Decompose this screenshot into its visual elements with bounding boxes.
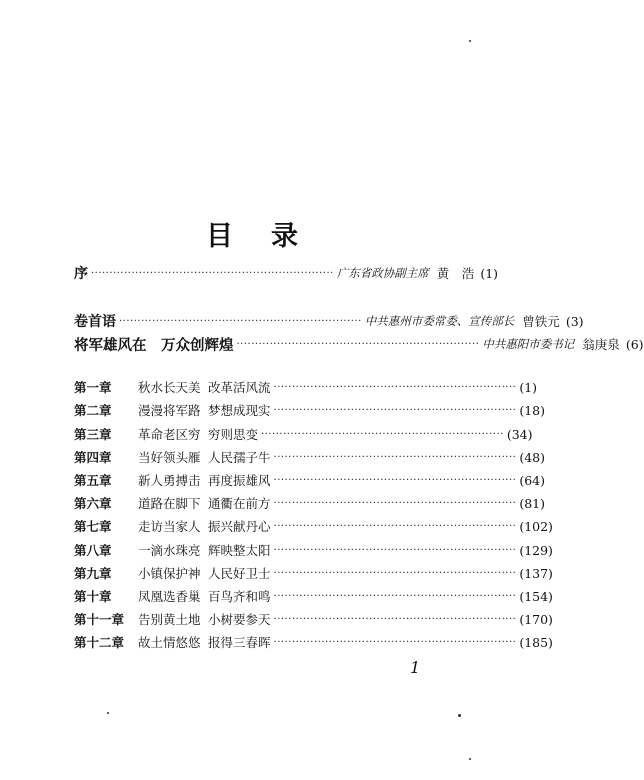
leader-dots: ··································································: [236, 338, 480, 350]
chapter-title-part2: 穷则思变: [208, 427, 259, 442]
entry-label: 卷首语: [74, 314, 116, 330]
chapter-title-part2: 报得三春晖: [208, 635, 271, 650]
chapter-title-part1: 秋水长天美: [138, 380, 201, 395]
chapter-number: 第五章: [74, 473, 112, 488]
chapter-title-part2: 改革活风流: [208, 380, 271, 395]
chapter-number: 第六章: [74, 496, 112, 511]
chapter-title-part2: 振兴献丹心: [208, 519, 271, 534]
entry-page: (1): [480, 265, 499, 281]
toc-entry-essay: [74, 334, 644, 354]
chapter-page: (137): [519, 565, 553, 581]
chapter-page: (64): [519, 472, 545, 488]
toc-chapter: [74, 400, 545, 420]
chapter-number: 第三章: [74, 427, 112, 442]
entry-attribution: 广东省政协副主席: [336, 266, 429, 280]
scan-speck: [458, 714, 461, 717]
leader-dots: ··································································: [273, 590, 517, 602]
leader-dots: ··································································: [273, 544, 517, 556]
toc-entry-foreword: [74, 311, 584, 331]
chapter-number: 第十一章: [74, 612, 125, 627]
toc-chapter: [74, 424, 533, 444]
entry-author: 曾铁元: [522, 314, 560, 329]
scan-speck: [469, 758, 471, 760]
toc-chapter: [74, 632, 553, 652]
chapter-title-part2: 小树要参天: [208, 612, 271, 627]
toc-chapter: [74, 447, 545, 467]
chapter-title-part1: 小镇保护神: [138, 566, 201, 581]
toc-chapter: [74, 609, 553, 629]
chapter-title-part1: 故土情悠悠: [138, 635, 201, 650]
chapter-page: (102): [519, 518, 553, 534]
entry-label: 将军雄风在 万众创辉煌: [74, 336, 234, 354]
chapter-number: 第一章: [74, 380, 112, 395]
chapter-title-part2: 再度振雄风: [208, 473, 271, 488]
chapter-number: 第七章: [74, 519, 112, 534]
chapter-page: (185): [519, 634, 553, 650]
scan-speck: [469, 40, 471, 42]
chapter-title-part1: 当好领头雁: [138, 450, 201, 465]
chapter-number: 第四章: [74, 450, 112, 465]
chapter-title-part1: 告别黄土地: [138, 612, 201, 627]
scan-speck: [107, 712, 109, 714]
chapter-page: (170): [519, 611, 553, 627]
entry-label: 序: [74, 266, 88, 282]
chapter-number: 第九章: [74, 566, 112, 581]
chapter-page: (81): [519, 495, 545, 511]
chapter-title-part2: 人民孺子牛: [208, 450, 271, 465]
toc-chapter: [74, 377, 538, 397]
leader-dots: ··································································: [261, 428, 504, 440]
chapter-page: (34): [506, 426, 533, 442]
leader-dots: ··································································: [273, 567, 517, 579]
leader-dots: ··································································: [273, 613, 517, 625]
chapter-page: (154): [519, 588, 553, 604]
chapter-number: 第十二章: [74, 635, 125, 650]
chapter-title-part1: 漫漫将军路: [138, 403, 201, 418]
chapter-title-part1: 凤凰选香巢: [138, 589, 201, 604]
chapter-page: (48): [519, 449, 545, 465]
toc-entry-preface: [74, 263, 499, 283]
chapter-page: (1): [519, 379, 538, 395]
chapter-number: 第八章: [74, 543, 112, 558]
leader-dots: ··································································: [273, 636, 517, 648]
toc-chapter: [74, 540, 553, 560]
page-title: 目录: [206, 221, 336, 252]
chapter-title-part2: 辉映整太阳: [208, 543, 271, 558]
leader-dots: ··································································: [119, 315, 362, 327]
page-number: 1: [410, 658, 421, 677]
chapter-title-part1: 一滴水珠亮: [138, 543, 201, 558]
chapter-title-part2: 百鸟齐和鸣: [208, 589, 271, 604]
entry-attribution: 中共惠州市委常委、宣传部长: [364, 314, 515, 328]
entry-author: 黄 浩: [436, 266, 475, 281]
chapter-number: 第二章: [74, 403, 112, 418]
chapter-number: 第十章: [74, 589, 112, 604]
leader-dots: ··································································: [273, 404, 517, 416]
leader-dots: ··································································: [273, 497, 517, 509]
toc-chapter: [74, 563, 553, 583]
leader-dots: ··································································: [273, 451, 517, 463]
chapter-title-part1: 道路在脚下: [138, 496, 201, 511]
leader-dots: ··································································: [273, 520, 517, 532]
chapter-title-part1: 革命老区穷: [138, 427, 201, 442]
chapter-title-part2: 人民好卫士: [208, 566, 271, 581]
leader-dots: ··································································: [91, 267, 334, 279]
entry-page: (3): [565, 313, 584, 329]
toc-chapter: [74, 470, 545, 490]
chapter-page: (18): [519, 402, 545, 418]
entry-author: 翁庚泉: [582, 337, 620, 352]
chapter-title-part1: 新人勇搏击: [138, 473, 201, 488]
toc-chapter: [74, 493, 545, 513]
chapter-title-part2: 通衢在前方: [208, 496, 271, 511]
entry-attribution: 中共惠阳市委书记: [482, 337, 575, 351]
chapter-title-part1: 走访当家人: [138, 519, 201, 534]
leader-dots: ··································································: [273, 381, 517, 393]
entry-page: (6): [625, 336, 644, 352]
toc-chapter: [74, 586, 553, 606]
chapter-page: (129): [519, 542, 553, 558]
leader-dots: ··································································: [273, 474, 517, 486]
toc-chapter: [74, 516, 553, 536]
chapter-title-part2: 梦想成现实: [208, 403, 271, 418]
